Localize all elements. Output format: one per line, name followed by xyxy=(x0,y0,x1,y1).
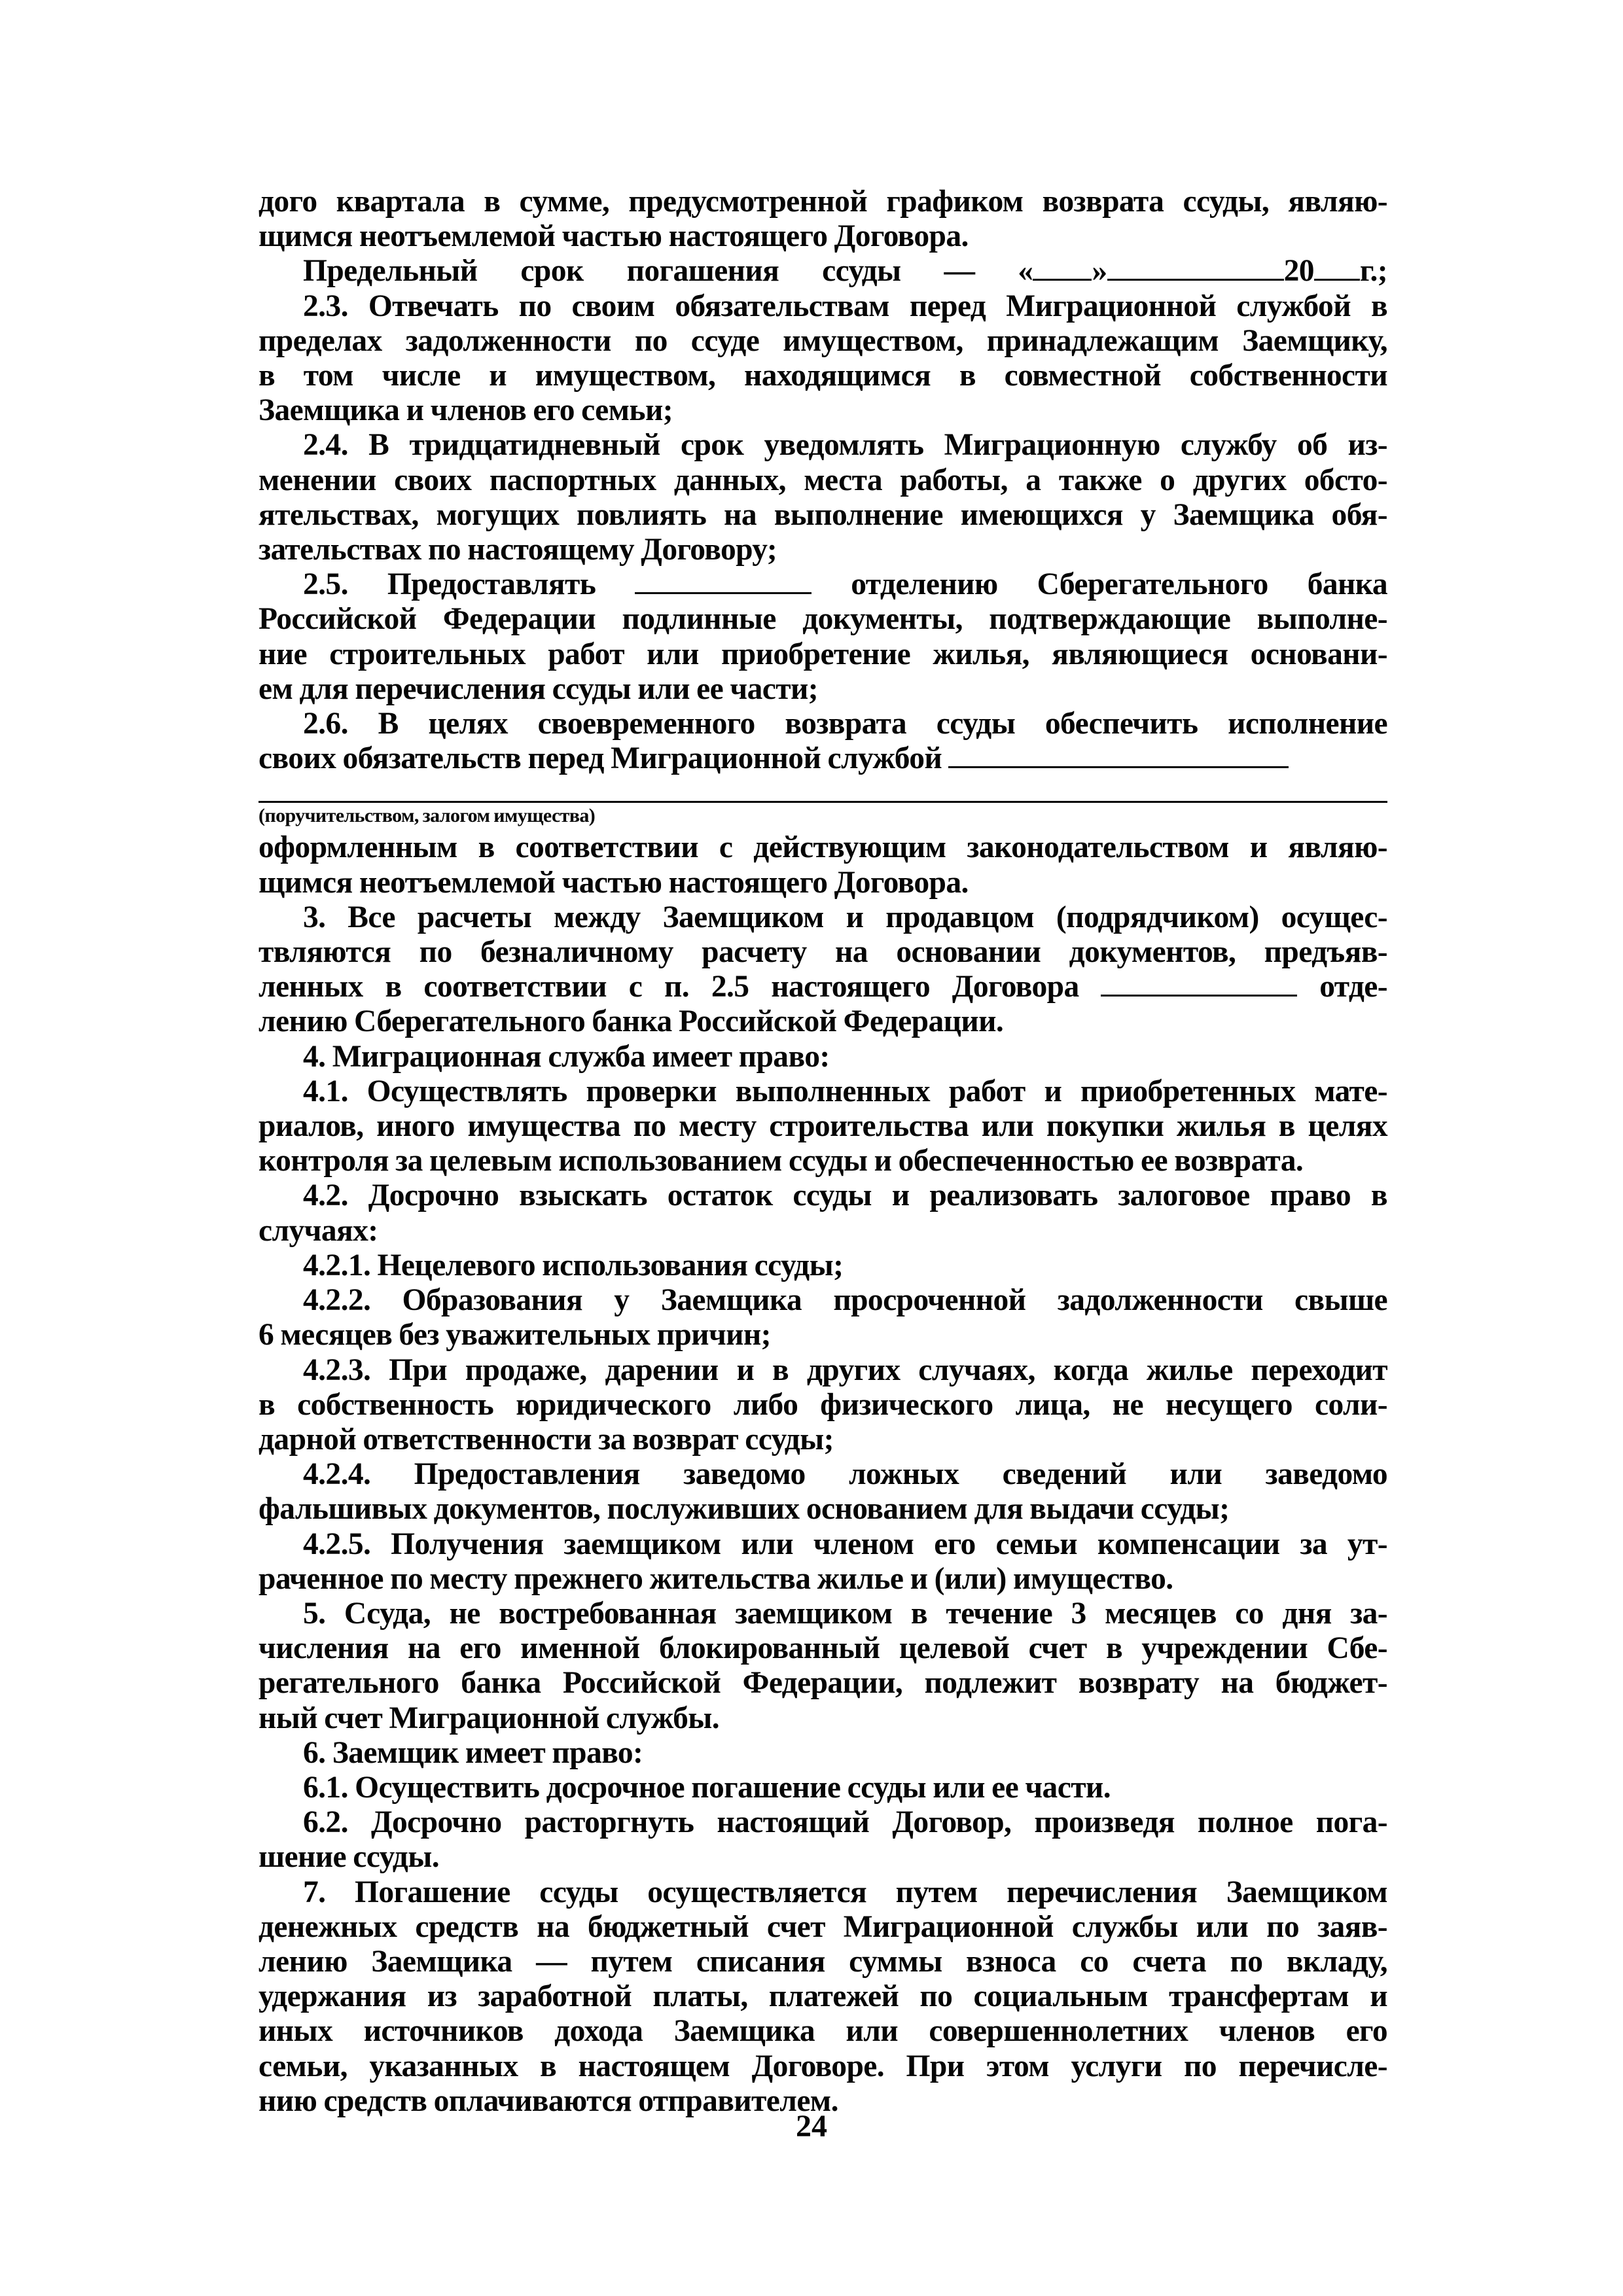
text-line: семьи, указанных в настоящем Договоре. При этом услуги по перечисле- xyxy=(259,2049,1387,2083)
text-line-2-5 xyxy=(259,567,1387,602)
text-line: 4.2.1. Нецелевого использования ссуды; xyxy=(303,1248,844,1282)
text-fragment: ленных в соответствии с п. 2.5 настоящего Договора xyxy=(259,970,1079,1004)
paragraph-3 xyxy=(259,900,1387,1040)
text-line: 4. Миграционная служба имеет право: xyxy=(303,1039,830,1074)
text-line: Российской Федерации подлинные документы, подтверждающие выполне- xyxy=(259,602,1387,637)
text-line: 6.1. Осуществить досрочное погашение ссуды или ее части. xyxy=(303,1770,1111,1805)
text-line: 6. Заемщик имеет право: xyxy=(303,1735,643,1770)
text-line: пределах задолженности по ссуде имуществом, принадлежащим Заемщику, xyxy=(259,323,1387,358)
text-line: риалов, иного имущества по месту строительства или покупки жилья в целях xyxy=(259,1109,1387,1144)
paragraph-6 xyxy=(259,1736,1387,1771)
text-line: 4.1. Осуществлять проверки выполненных работ и приобретенных мате- xyxy=(303,1074,1387,1108)
blank-caption: (поручительством, залогом имущества) xyxy=(259,805,596,827)
paragraph-2-4 xyxy=(259,428,1387,567)
text-line: 4.2. Досрочно взыскать остаток ссуды и реализовать залоговое право в xyxy=(303,1178,1387,1213)
paragraph-4-2-4 xyxy=(259,1457,1387,1527)
paragraph-4-2-3 xyxy=(259,1353,1387,1458)
year-blank xyxy=(1314,254,1360,281)
text-line: раченное по месту прежнего жительства жилье и (или) имущество. xyxy=(259,1561,1173,1596)
text-line: нию средств оплачиваются отправителем. xyxy=(259,2083,838,2118)
paragraph-6-2 xyxy=(259,1805,1387,1875)
text-line: 5. Ссуда, не востребованная заемщиком в течение 3 месяцев со дня за- xyxy=(303,1596,1387,1631)
text-line: 4.2.3. При продаже, дарении и в других случаях, когда жилье переходит xyxy=(303,1352,1387,1387)
text-fragment: своих обязательств перед Миграционной службой xyxy=(259,741,942,776)
page-number: 24 xyxy=(796,2109,827,2144)
text-line: 7. Погашение ссуды осуществляется путем перечисления Заемщиком xyxy=(303,1875,1387,1909)
text-line: менении своих паспортных данных, места работы, а также о других обсто- xyxy=(259,463,1387,497)
paragraph-5 xyxy=(259,1597,1387,1736)
text-line: 4.2.2. Образования у Заемщика просроченной задолженности свыше xyxy=(303,1283,1387,1318)
paragraph-4-2 xyxy=(259,1178,1387,1248)
text-line: в том числе и имуществом, находящимся в совместной собственности xyxy=(259,359,1387,393)
year-suffix: г.; xyxy=(1359,254,1387,289)
text-fragment: отделению Сберегательного банка xyxy=(851,567,1387,602)
due-date-label: Предельный срок погашения ссуды — « xyxy=(303,254,1033,289)
text-line: зательствах по настоящему Договору; xyxy=(259,533,777,567)
paragraph-2-5 xyxy=(259,567,1387,707)
text-line: ем для перечисления ссуды или ее части; xyxy=(259,671,818,706)
text-line: 2.6. В целях своевременного возврата ссуды обеспечить исполнение xyxy=(303,707,1387,741)
guarantee-blank xyxy=(948,741,1289,768)
text-line: щимся неотъемлемой частью настоящего Договора. xyxy=(259,219,969,254)
text-line: твляются по безналичному расчету на основании документов, предъяв- xyxy=(259,935,1387,970)
text-line: 3. Все расчеты между Заемщиком и продавцом (подрядчиком) осущес- xyxy=(303,900,1387,934)
paragraph-4 xyxy=(259,1040,1387,1074)
month-blank xyxy=(1107,254,1284,281)
text-line-3 xyxy=(259,970,1387,1004)
text-line: 2.4. В тридцатидневный срок уведомлять Миграционную службу об из- xyxy=(303,428,1387,463)
paragraph-6-1 xyxy=(259,1771,1387,1805)
text-line: ятельствах, могущих повлиять на выполнение имеющихся у Заемщика обя- xyxy=(259,497,1387,532)
text-line: регательного банка Российской Федерации, подлежит возврату на бюджет- xyxy=(259,1666,1387,1701)
paragraph-2-6 xyxy=(259,707,1387,900)
text-line: дого квартала в сумме, предусмотренной графиком возврата ссуды, являю- xyxy=(259,185,1387,219)
text-line: 4.2.5. Получения заемщиком или членом его семьи компенсации за ут- xyxy=(303,1527,1387,1561)
day-blank xyxy=(1033,254,1092,281)
paragraph-due-date xyxy=(259,254,1387,289)
text-line: случаях: xyxy=(259,1213,378,1248)
branch-blank-2 xyxy=(1101,970,1297,997)
paragraph-4-2-1 xyxy=(259,1248,1387,1283)
text-line: дарной ответственности за возврат ссуды; xyxy=(259,1422,834,1457)
text-line: ние строительных работ или приобретение жилья, являющиеся основани- xyxy=(259,637,1387,671)
text-line: шение ссуды. xyxy=(259,1840,439,1875)
year-prefix: 20 xyxy=(1283,254,1314,289)
text-line: щимся неотъемлемой частью настоящего Договора. xyxy=(259,865,969,900)
text-line: иных источников дохода Заемщика или совершеннолетних членов его xyxy=(259,2014,1387,2049)
text-line: оформленным в соответствии с действующим законодательством и являю- xyxy=(259,830,1387,865)
text-line: в собственность юридического либо физического лица, не несущего соли- xyxy=(259,1387,1387,1422)
text-line-due-date xyxy=(259,254,1387,289)
text-line: 6 месяцев без уважительных причин; xyxy=(259,1318,771,1352)
text-fragment: отде- xyxy=(1319,970,1387,1004)
text-line: денежных средств на бюджетный счет Миграционной службы или по заяв- xyxy=(259,1909,1387,1944)
paragraph-7 xyxy=(259,1875,1387,2119)
text-line: лению Заемщика — путем списания суммы взноса со счета по вкладу, xyxy=(259,1944,1387,1979)
paragraph-4-2-2 xyxy=(259,1283,1387,1352)
text-line: контроля за целевым использованием ссуды и обеспеченностью ее возврата. xyxy=(259,1144,1304,1178)
paragraph-4-1 xyxy=(259,1074,1387,1179)
text-line: 2.3. Отвечать по своим обязательствам перед Миграционной службой в xyxy=(303,289,1387,323)
text-line: Заемщика и членов его семьи; xyxy=(259,393,673,428)
text-line: фальшивых документов, послуживших основанием для выдачи ссуды; xyxy=(259,1492,1230,1527)
text-line: 4.2.4. Предоставления заведомо ложных сведений или заведомо xyxy=(303,1457,1387,1492)
text-line: удержания из заработной платы, платежей по социальным трансфертам и xyxy=(259,1979,1387,2014)
text-line: 6.2. Досрочно расторгнуть настоящий Договор, произведя полное пога- xyxy=(303,1805,1387,1840)
branch-blank xyxy=(635,567,812,594)
quote-close: » xyxy=(1092,254,1107,289)
guarantee-blank-full-line xyxy=(259,781,1387,803)
document-page xyxy=(259,185,1387,2119)
text-fragment: 2.5. Предоставлять xyxy=(303,567,596,602)
text-line: числения на его именной блокированный целевой счет в учреждении Сбе- xyxy=(259,1631,1387,1666)
paragraph-2-3 xyxy=(259,289,1387,429)
paragraph-4-2-5 xyxy=(259,1527,1387,1597)
text-line: ный счет Миграционной службы. xyxy=(259,1701,720,1735)
text-line-2-6 xyxy=(259,741,1387,776)
paragraph-continuation xyxy=(259,185,1387,254)
text-line: лению Сберегательного банка Российской Федерации. xyxy=(259,1004,1004,1039)
